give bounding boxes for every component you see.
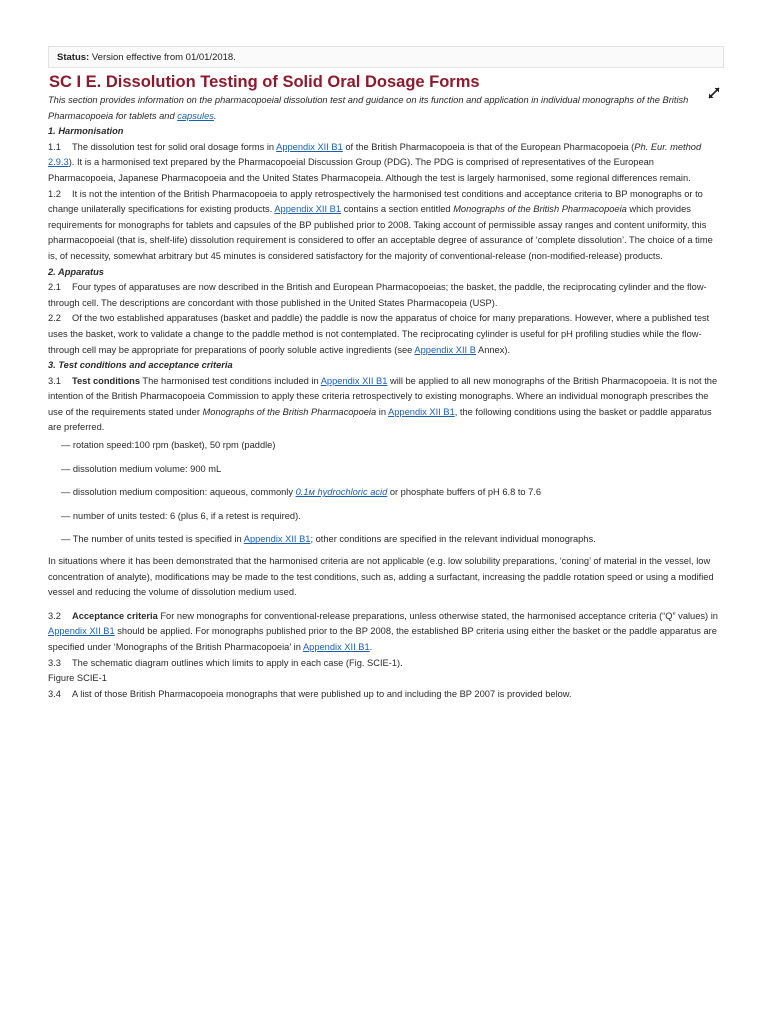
- paragraph-text: of the British Pharmacopoeia is that of the European Pharmacopoeia (: [342, 141, 635, 152]
- bullet-number-of-units: — number of units tested: 6 (plus 6, if a retest is required).: [61, 510, 301, 521]
- paragraph-text: It is not the intention of the British Pharmacopoeia to apply retrospectively the harmonised test conditions and acceptance criteria to BP monographs or to change unilaterally specifications for existing products.: [48, 188, 703, 215]
- paragraph-1-1: [48, 140, 724, 187]
- section-heading-apparatus: 2. Apparatus: [48, 266, 104, 277]
- intro-paragraph: [48, 93, 724, 124]
- section-heading-harmonisation: 1. Harmonisation: [48, 126, 124, 137]
- bullet-medium-composition: [61, 483, 724, 507]
- paragraph-3-3: [48, 656, 724, 672]
- paragraph-text: Of the two established apparatuses (basket and paddle) the paddle is now the apparatus of choice for many preparations. However, where a published test uses the basket, work to validate a change to the paddle method is not contemplated. The reciprocating cylinder is useful for pH profiling studies while the flow-through cell may be appropriate for preparations of poorly soluble active ingredients (see: [48, 313, 710, 355]
- paragraph-bold: Acceptance criteria: [72, 610, 158, 621]
- paragraph-1-2: [48, 187, 724, 265]
- paragraph-text: should be applied. For monographs published prior to the BP 2008, the established BP criteria using either the basket or the paddle apparatus are specified under ‘Monographs of the British Pharmacopoeia’ in: [48, 626, 717, 652]
- appendix-xii-b1-link[interactable]: Appendix XII B1: [274, 204, 342, 215]
- paragraph-bold: Test conditions: [72, 375, 141, 386]
- paragraph-number: 2.2: [48, 313, 61, 324]
- paragraph-2-2: [48, 311, 724, 358]
- expand-icon[interactable]: [708, 87, 720, 99]
- paragraph-italic: Monographs of the British Pharmacopoeia: [202, 406, 377, 417]
- hydrochloric-acid-link[interactable]: 0.1м hydrochloric acid: [295, 487, 388, 498]
- appendix-xii-b-link[interactable]: Appendix XII B: [414, 344, 476, 355]
- appendix-xii-b1-link[interactable]: Appendix XII B1: [243, 534, 311, 545]
- paragraph-text: will be applied to all new monographs of the British Pharmacopoeia. It is not the intention of the British Pharmacopoeia Commission to apply these criteria retrospectively to existing monographs. Where an individual monograph prescribes the use of the requirements stated under: [48, 375, 718, 417]
- paragraph-number: 1.1: [48, 141, 61, 152]
- bullet-text: — dissolution medium composition: aqueous, commonly: [61, 487, 296, 498]
- paragraph-number: 3.1: [48, 375, 61, 386]
- status-bar: [48, 46, 724, 68]
- paragraph-text: The schematic diagram outlines which limits to apply in each case (Fig. SCIE-1).: [72, 657, 403, 668]
- paragraph-number: 1.2: [48, 188, 61, 199]
- paragraph-number: 3.2: [48, 610, 61, 621]
- paragraph-text: .: [369, 642, 373, 652]
- paragraph-text: , the following conditions using the basket or paddle apparatus are preferred.: [48, 406, 712, 433]
- paragraph-text: Annex).: [475, 344, 511, 355]
- bullet-text: ; other conditions are specified in the relevant individual monographs.: [310, 534, 596, 545]
- paragraph-text: For new monographs for conventional-release preparations, unless otherwise stated, the harmonised acceptance criteria (“Q” values) in: [157, 610, 718, 621]
- bullet-medium-volume: — dissolution medium volume: 900 mL: [61, 463, 222, 474]
- intro-text-end: .: [213, 110, 217, 121]
- paragraph-text: in: [376, 406, 389, 417]
- spacer: [48, 601, 724, 609]
- paragraph-text: contains a section entitled: [341, 204, 454, 215]
- bullet-text: or phosphate buffers of pH 6.8 to 7.6: [387, 487, 542, 498]
- page-title: SC I E. Dissolution Testing of Solid Oral Dosage Forms: [49, 73, 480, 91]
- appendix-xii-b1-link[interactable]: Appendix XII B1: [388, 406, 455, 417]
- document-page: [48, 46, 724, 702]
- paragraph-text: ). It is a harmonised text prepared by the Pharmacopoeial Discussion Group (PDG). The PDG is comprised of representatives of the European Pharmacopoeia, Japanese Pharmacopoeia and the United States Pharmacopeia. Although the test is largely harmonised, some regional differences remain.: [48, 157, 691, 183]
- intro-text: This section provides information on the pharmacopoeial dissolution test and guidance on its function and application in individual monographs of the British Pharmacopoeia for tablets and: [48, 95, 689, 121]
- paragraph-text: which provides requirements for monographs for tablets and capsules of the BP published prior to 2008. Taking account of permissible assay ranges and content uniformity, this pharmacopoeial (that is, shelf-life) dissolution requirement is considered to offer an acceptable degree of assurance of ‘complete dissolution’. The choice of a time is, of necessity, somewhat arbitrary but 45 minutes is considered satisfactory for the majority of conventional-release (non-modified-release) products.: [48, 204, 713, 261]
- figure-caption: Figure SCIE-1: [48, 673, 107, 684]
- paragraph-number: 3.4: [48, 688, 61, 699]
- note-paragraph: In situations where it has been demonstrated that the harmonised criteria are not applicable (e.g. low solubility preparations, ‘coning’ of material in the vessel, low concentration of analyte), modifications may be made to the test conditions, such as, adding a surfactant, increasing the paddle rotation speed or using a modified vessel and reducing the volume of dissolution medium used.: [48, 556, 714, 598]
- status-text: Version effective from 01/01/2018.: [89, 52, 236, 63]
- paragraph-3-1: [48, 374, 724, 436]
- appendix-xii-b1-link[interactable]: Appendix XII B1: [48, 626, 115, 637]
- paragraph-number: 3.3: [48, 657, 61, 668]
- title-row: [48, 71, 724, 93]
- capsules-link[interactable]: capsules: [177, 110, 214, 121]
- document-body: [48, 93, 724, 702]
- paragraph-italic: Ph. Eur. method: [634, 141, 702, 152]
- paragraph-number: 2.1: [48, 282, 61, 293]
- paragraph-3-2: [48, 609, 724, 656]
- paragraph-2-1: [48, 280, 724, 311]
- section-heading-test-conditions: 3. Test conditions and acceptance criteria: [48, 360, 233, 371]
- appendix-xii-b1-link[interactable]: Appendix XII B1: [276, 141, 343, 152]
- paragraph-3-4: [48, 687, 724, 703]
- appendix-xii-b1-link[interactable]: Appendix XII B1: [302, 642, 370, 652]
- bullet-rotation-speed: — rotation speed:100 rpm (basket), 50 rpm (paddle): [61, 440, 276, 451]
- paragraph-italic: Monographs of the British Pharmacopoeia: [453, 204, 627, 215]
- bullet-text: — The number of units tested is specified in: [61, 534, 244, 545]
- method-2-9-3-link[interactable]: 2.9.3: [48, 157, 69, 168]
- bullet-units-specified: [61, 530, 724, 554]
- paragraph-text: A list of those British Pharmacopoeia monographs that were published up to and including the BP 2007 is provided below.: [72, 688, 572, 699]
- appendix-xii-b1-link[interactable]: Appendix XII B1: [320, 375, 388, 386]
- paragraph-text: Four types of apparatuses are now described in the British and European Pharmacopoeias; the basket, the paddle, the reciprocating cylinder and the flow-through cell. The descriptions are concordant with those published in the United States Pharmacopeia (USP).: [48, 282, 707, 308]
- paragraph-text: The dissolution test for solid oral dosage forms in: [72, 141, 277, 152]
- paragraph-text: The harmonised test conditions included in: [140, 375, 321, 386]
- status-label: Status:: [57, 52, 90, 63]
